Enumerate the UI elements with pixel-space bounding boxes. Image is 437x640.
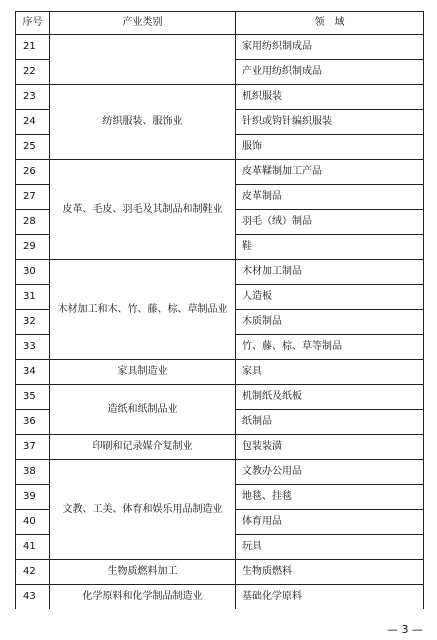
table-header-row — [16, 12, 424, 35]
field-cell: 体育用品 — [236, 510, 424, 535]
field-cell: 生物质燃料 — [236, 560, 424, 585]
serial-number-cell: 35 — [16, 385, 50, 410]
serial-number-cell: 33 — [16, 335, 50, 360]
serial-number-cell: 28 — [16, 210, 50, 235]
table-row — [16, 460, 424, 485]
serial-number-cell: 40 — [16, 510, 50, 535]
serial-number-cell: 42 — [16, 560, 50, 585]
field-cell: 木质制品 — [236, 310, 424, 335]
serial-number-cell: 29 — [16, 235, 50, 260]
field-cell: 包装装潢 — [236, 435, 424, 460]
field-cell: 针织或钩针编织服装 — [236, 110, 424, 135]
field-cell: 鞋 — [236, 235, 424, 260]
table-row — [16, 160, 424, 185]
serial-number-cell: 41 — [16, 535, 50, 560]
industry-category-cell: 皮革、毛皮、羽毛及其制品和制鞋业 — [50, 160, 236, 260]
serial-number-cell: 25 — [16, 135, 50, 160]
field-cell: 地毯、挂毯 — [236, 485, 424, 510]
serial-number-cell: 37 — [16, 435, 50, 460]
field-cell: 产业用纺织制成品 — [236, 60, 424, 85]
serial-number-cell: 26 — [16, 160, 50, 185]
industry-category-cell: 造纸和纸制品业 — [50, 385, 236, 435]
header-serial-number: 序号 — [16, 12, 50, 35]
table-row — [16, 35, 424, 60]
header-field: 领 域 — [236, 12, 424, 35]
industry-table — [15, 11, 424, 609]
serial-number-cell: 22 — [16, 60, 50, 85]
table-row — [16, 435, 424, 460]
table-row — [16, 85, 424, 110]
field-cell: 家用纺织制成品 — [236, 35, 424, 60]
serial-number-cell: 30 — [16, 260, 50, 285]
field-cell: 人造板 — [236, 285, 424, 310]
table-row — [16, 560, 424, 585]
industry-category-cell: 生物质燃料加工 — [50, 560, 236, 585]
industry-category-cell: 化学原料和化学制品制造业 — [50, 585, 236, 610]
field-cell: 玩具 — [236, 535, 424, 560]
serial-number-cell: 32 — [16, 310, 50, 335]
field-cell: 纸制品 — [236, 410, 424, 435]
field-cell: 机制纸及纸板 — [236, 385, 424, 410]
industry-category-cell: 家具制造业 — [50, 360, 236, 385]
table-body — [16, 35, 424, 610]
industry-category-cell: 纺织服装、服饰业 — [50, 85, 236, 160]
field-cell: 家具 — [236, 360, 424, 385]
industry-category-cell — [50, 35, 236, 85]
field-cell: 羽毛（绒）制品 — [236, 210, 424, 235]
field-cell: 基础化学原料 — [236, 585, 424, 610]
serial-number-cell: 34 — [16, 360, 50, 385]
serial-number-cell: 24 — [16, 110, 50, 135]
field-cell: 机织服装 — [236, 85, 424, 110]
field-cell: 皮革鞣制加工产品 — [236, 160, 424, 185]
serial-number-cell: 38 — [16, 460, 50, 485]
page-number: — 3 — — [387, 623, 423, 636]
serial-number-cell: 23 — [16, 85, 50, 110]
table-row — [16, 260, 424, 285]
table-row — [16, 360, 424, 385]
field-cell: 文教办公用品 — [236, 460, 424, 485]
field-cell: 木材加工制品 — [236, 260, 424, 285]
serial-number-cell: 43 — [16, 585, 50, 610]
industry-category-cell: 木材加工和木、竹、藤、棕、草制品业 — [50, 260, 236, 360]
serial-number-cell: 36 — [16, 410, 50, 435]
field-cell: 皮革制品 — [236, 185, 424, 210]
industry-category-cell: 文教、工美、体育和娱乐用品制造业 — [50, 460, 236, 560]
table-row — [16, 585, 424, 610]
industry-category-cell: 印刷和记录媒介复制业 — [50, 435, 236, 460]
serial-number-cell: 27 — [16, 185, 50, 210]
serial-number-cell: 21 — [16, 35, 50, 60]
serial-number-cell: 39 — [16, 485, 50, 510]
header-industry-category: 产业类别 — [50, 12, 236, 35]
table-row — [16, 385, 424, 410]
serial-number-cell: 31 — [16, 285, 50, 310]
field-cell: 竹、藤、棕、草等制品 — [236, 335, 424, 360]
field-cell: 服饰 — [236, 135, 424, 160]
